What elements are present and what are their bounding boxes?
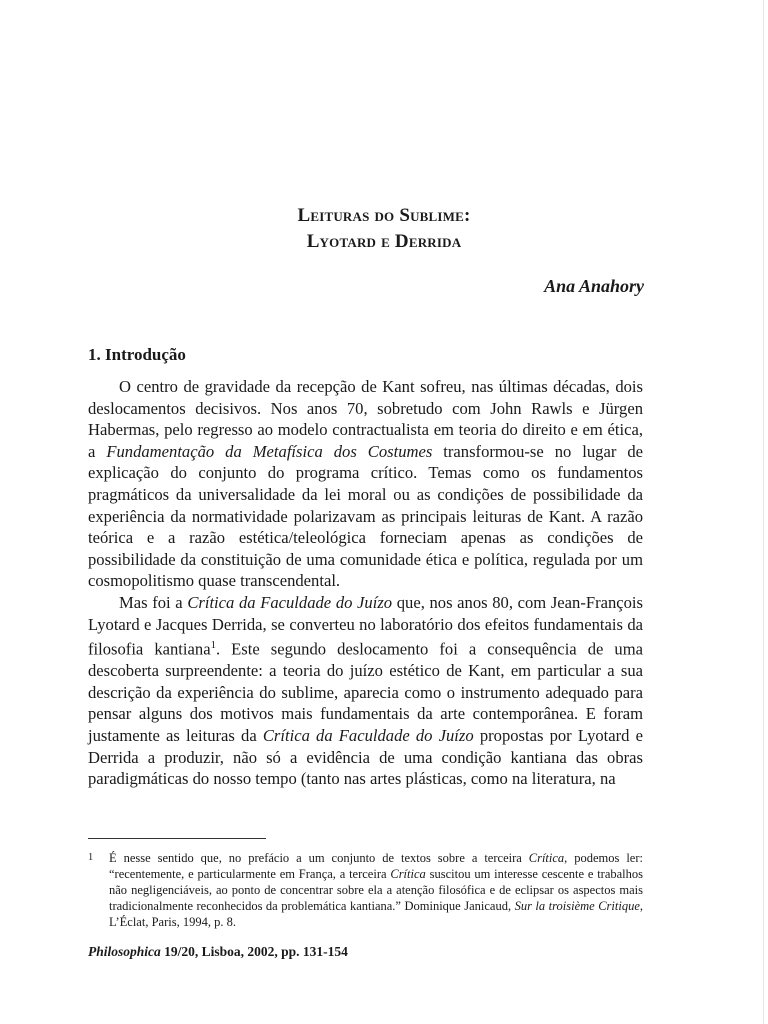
section-heading: 1. Introdução	[88, 345, 186, 364]
journal-citation	[88, 944, 348, 960]
text-run: , podemos ler: “recentemente, e particularmente em França, a terceira	[109, 851, 643, 881]
article-title-line-2: Lyotard e Derrida	[306, 231, 462, 252]
footnote-ref: 1	[210, 639, 216, 652]
paragraph	[88, 376, 643, 592]
text-run: transformou-se no lugar de explicação do conjunto do programa crítico. Temas como os fundamentos pragmáticos da universalidade da lei moral ou as condições de possibilidade da experiência da normatividade polarizavam as principais leituras de Kant. A razão teórica e a razão estética/teleológica forneciam apenas as condições de possibilidade da constituição de uma comunidade ética e política, regulada por um cosmopolitismo quase transcendental.	[88, 441, 644, 591]
italic-title: Crítica	[390, 867, 426, 881]
italic-title: Crítica da Faculdade do Juízo	[262, 726, 474, 746]
page-edge	[763, 0, 764, 1024]
journal-details: 19/20, Lisboa, 2002, pp. 131-154	[160, 944, 348, 959]
italic-title: Crítica da Faculdade do Juízo	[187, 592, 393, 612]
body-text	[88, 376, 643, 790]
text-run: que, nos anos 80, com Jean-François Lyotard e Jacques Derrida, se converteu no laboratório dos efeitos fundamentais da filosofia kantiana	[88, 592, 643, 659]
paragraph	[88, 592, 643, 790]
footnote	[88, 850, 643, 930]
text-run: , L’Éclat, Paris, 1994, p. 8.	[109, 899, 643, 929]
journal-name: Philosophica	[88, 944, 161, 959]
text-run: É nesse sentido que, no prefácio a um conjunto de textos sobre a terceira	[109, 851, 529, 865]
text-run: suscitou um interesse cescente e trabalhos não negligenciáveis, ao ponto de concentrar sobre ela a atenção filosófica e de eclipsar os aspectos mais tradicionalmente reconhecidos da problemática kantiana.” Dominique Janicaud,	[109, 867, 644, 913]
italic-title: Fundamentação da Metafísica dos Costumes	[106, 441, 433, 461]
text-run: . Este segundo deslocamento foi a consequência de uma descoberta surpreendente: a teoria do juízo estético de Kant, em particular a sua descrição da experiência do sublime, aparecia como o instrumento adequado para pensar alguns dos motivos mais fundamentais da arte contemporânea. E foram justamente as leituras da	[88, 639, 643, 746]
footnote-text	[109, 850, 643, 930]
author-name: Ana Anahory	[544, 276, 644, 296]
italic-title: Sur la troisième Critique	[514, 899, 640, 913]
italic-title: Crítica	[528, 851, 565, 865]
text-run: O centro de gravidade da recepção de Kant sofreu, nas últimas décadas, dois deslocamentos decisivos. Nos anos 70, sobretudo com John Rawls e Jürgen Habermas, pelo regresso ao modelo contractualista em teoria do direito e em ética, a	[88, 377, 643, 461]
footnote-divider	[88, 838, 266, 839]
footnote-number: 1	[88, 852, 94, 863]
text-run: propostas por Lyotard e Derrida a produzir, não só a evidência de uma condição kantiana das obras paradigmáticas do nosso tempo (tanto nas artes plásticas, como na literatura, na	[88, 726, 643, 789]
article-title-line-1: Leituras do Sublime:	[297, 205, 471, 226]
text-run: Mas foi a	[119, 592, 188, 612]
